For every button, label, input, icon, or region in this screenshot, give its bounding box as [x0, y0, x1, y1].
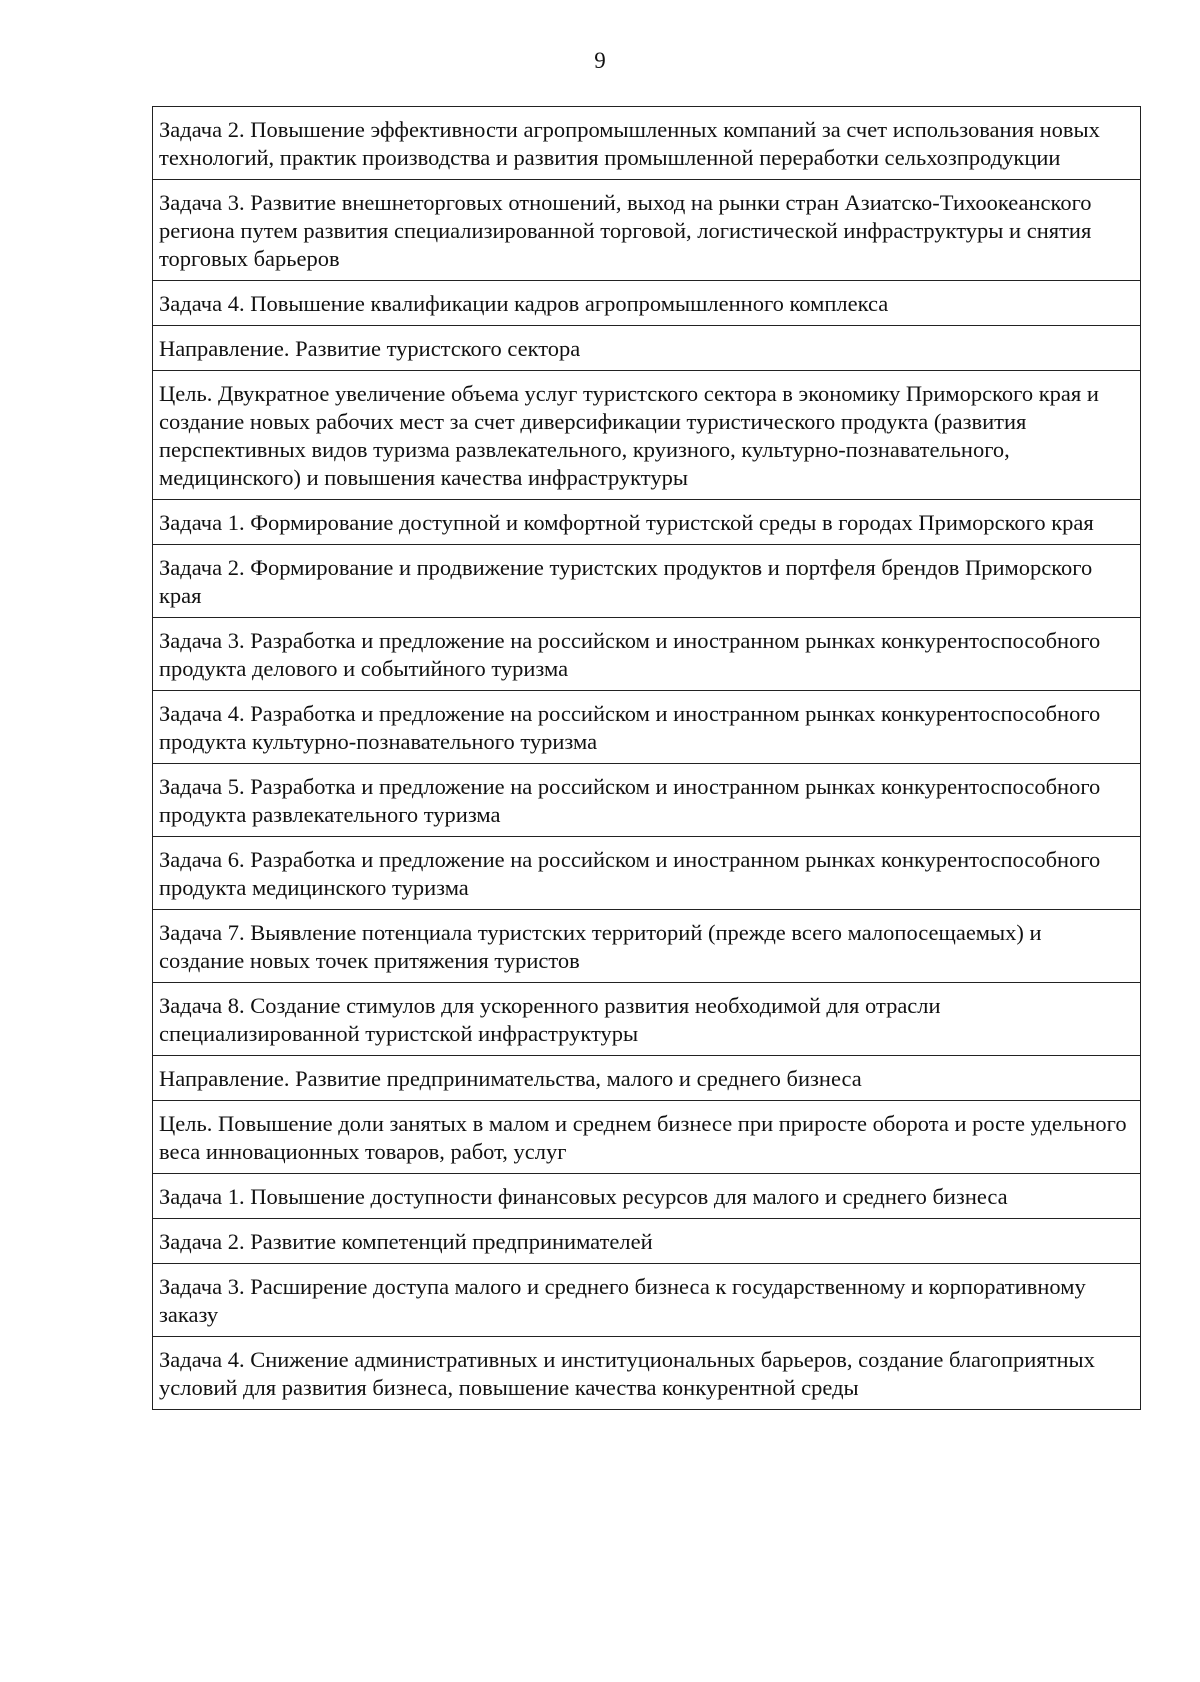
table-row: [153, 691, 1141, 764]
table-cell: Задача 1. Повышение доступности финансовых ресурсов для малого и среднего бизнеса: [153, 1174, 1141, 1219]
table-row: [153, 910, 1141, 983]
objectives-table: [152, 106, 1141, 1410]
table-cell: Задача 2. Повышение эффективности агропромышленных компаний за счет использования новых технологий, практик производства и развития промышленной переработки сельхозпродукции: [153, 107, 1141, 180]
table-row: [153, 180, 1141, 281]
table-row: [153, 500, 1141, 545]
table-row: [153, 1101, 1141, 1174]
table-row: [153, 983, 1141, 1056]
table-cell: Задача 4. Разработка и предложение на российском и иностранном рынках конкурентоспособного продукта культурно-познавательного туризма: [153, 691, 1141, 764]
table-cell: Задача 4. Снижение административных и институциональных барьеров, создание благоприятных условий для развития бизнеса, повышение качества конкурентной среды: [153, 1337, 1141, 1410]
table-cell: Задача 7. Выявление потенциала туристских территорий (прежде всего малопосещаемых) и создание новых точек притяжения туристов: [153, 910, 1141, 983]
table-cell: Задача 4. Повышение квалификации кадров агропромышленного комплекса: [153, 281, 1141, 326]
table-row: [153, 281, 1141, 326]
table-cell: Цель. Двукратное увеличение объема услуг туристского сектора в экономику Приморского края и создание новых рабочих мест за счет диверсификации туристического продукта (развития перспективных видов туризма развлекательного, круизного, культурно-познавательного, медицинского) и повышения качества инфраструктуры: [153, 371, 1141, 500]
page-number: 9: [594, 48, 606, 73]
table-cell: Цель. Повышение доли занятых в малом и среднем бизнесе при приросте оборота и росте удельного веса инновационных товаров, работ, услуг: [153, 1101, 1141, 1174]
table-cell: Направление. Развитие туристского сектора: [153, 326, 1141, 371]
table-cell: Задача 3. Расширение доступа малого и среднего бизнеса к государственному и корпоративному заказу: [153, 1264, 1141, 1337]
table-cell: Задача 2. Формирование и продвижение туристских продуктов и портфеля брендов Приморского края: [153, 545, 1141, 618]
table-row: [153, 545, 1141, 618]
table-cell: Задача 3. Развитие внешнеторговых отношений, выход на рынки стран Азиатско-Тихоокеанского региона путем развития специализированной торговой, логистической инфраструктуры и снятия торговых барьеров: [153, 180, 1141, 281]
table-row: [153, 371, 1141, 500]
table-cell: Задача 8. Создание стимулов для ускоренного развития необходимой для отрасли специализированной туристской инфраструктуры: [153, 983, 1141, 1056]
table-cell: Задача 1. Формирование доступной и комфортной туристской среды в городах Приморского края: [153, 500, 1141, 545]
table-row: [153, 1264, 1141, 1337]
table-cell: Задача 2. Развитие компетенций предпринимателей: [153, 1219, 1141, 1264]
table-cell: Задача 5. Разработка и предложение на российском и иностранном рынках конкурентоспособного продукта развлекательного туризма: [153, 764, 1141, 837]
table-row: [153, 1337, 1141, 1410]
table-row: [153, 1174, 1141, 1219]
table-row: [153, 837, 1141, 910]
table-row: [153, 107, 1141, 180]
table-row: [153, 764, 1141, 837]
table-row: [153, 618, 1141, 691]
table-cell: Задача 6. Разработка и предложение на российском и иностранном рынках конкурентоспособного продукта медицинского туризма: [153, 837, 1141, 910]
table-row: [153, 1056, 1141, 1101]
table-row: [153, 1219, 1141, 1264]
table-row: [153, 326, 1141, 371]
table-cell: Направление. Развитие предпринимательства, малого и среднего бизнеса: [153, 1056, 1141, 1101]
table-cell: Задача 3. Разработка и предложение на российском и иностранном рынках конкурентоспособного продукта делового и событийного туризма: [153, 618, 1141, 691]
